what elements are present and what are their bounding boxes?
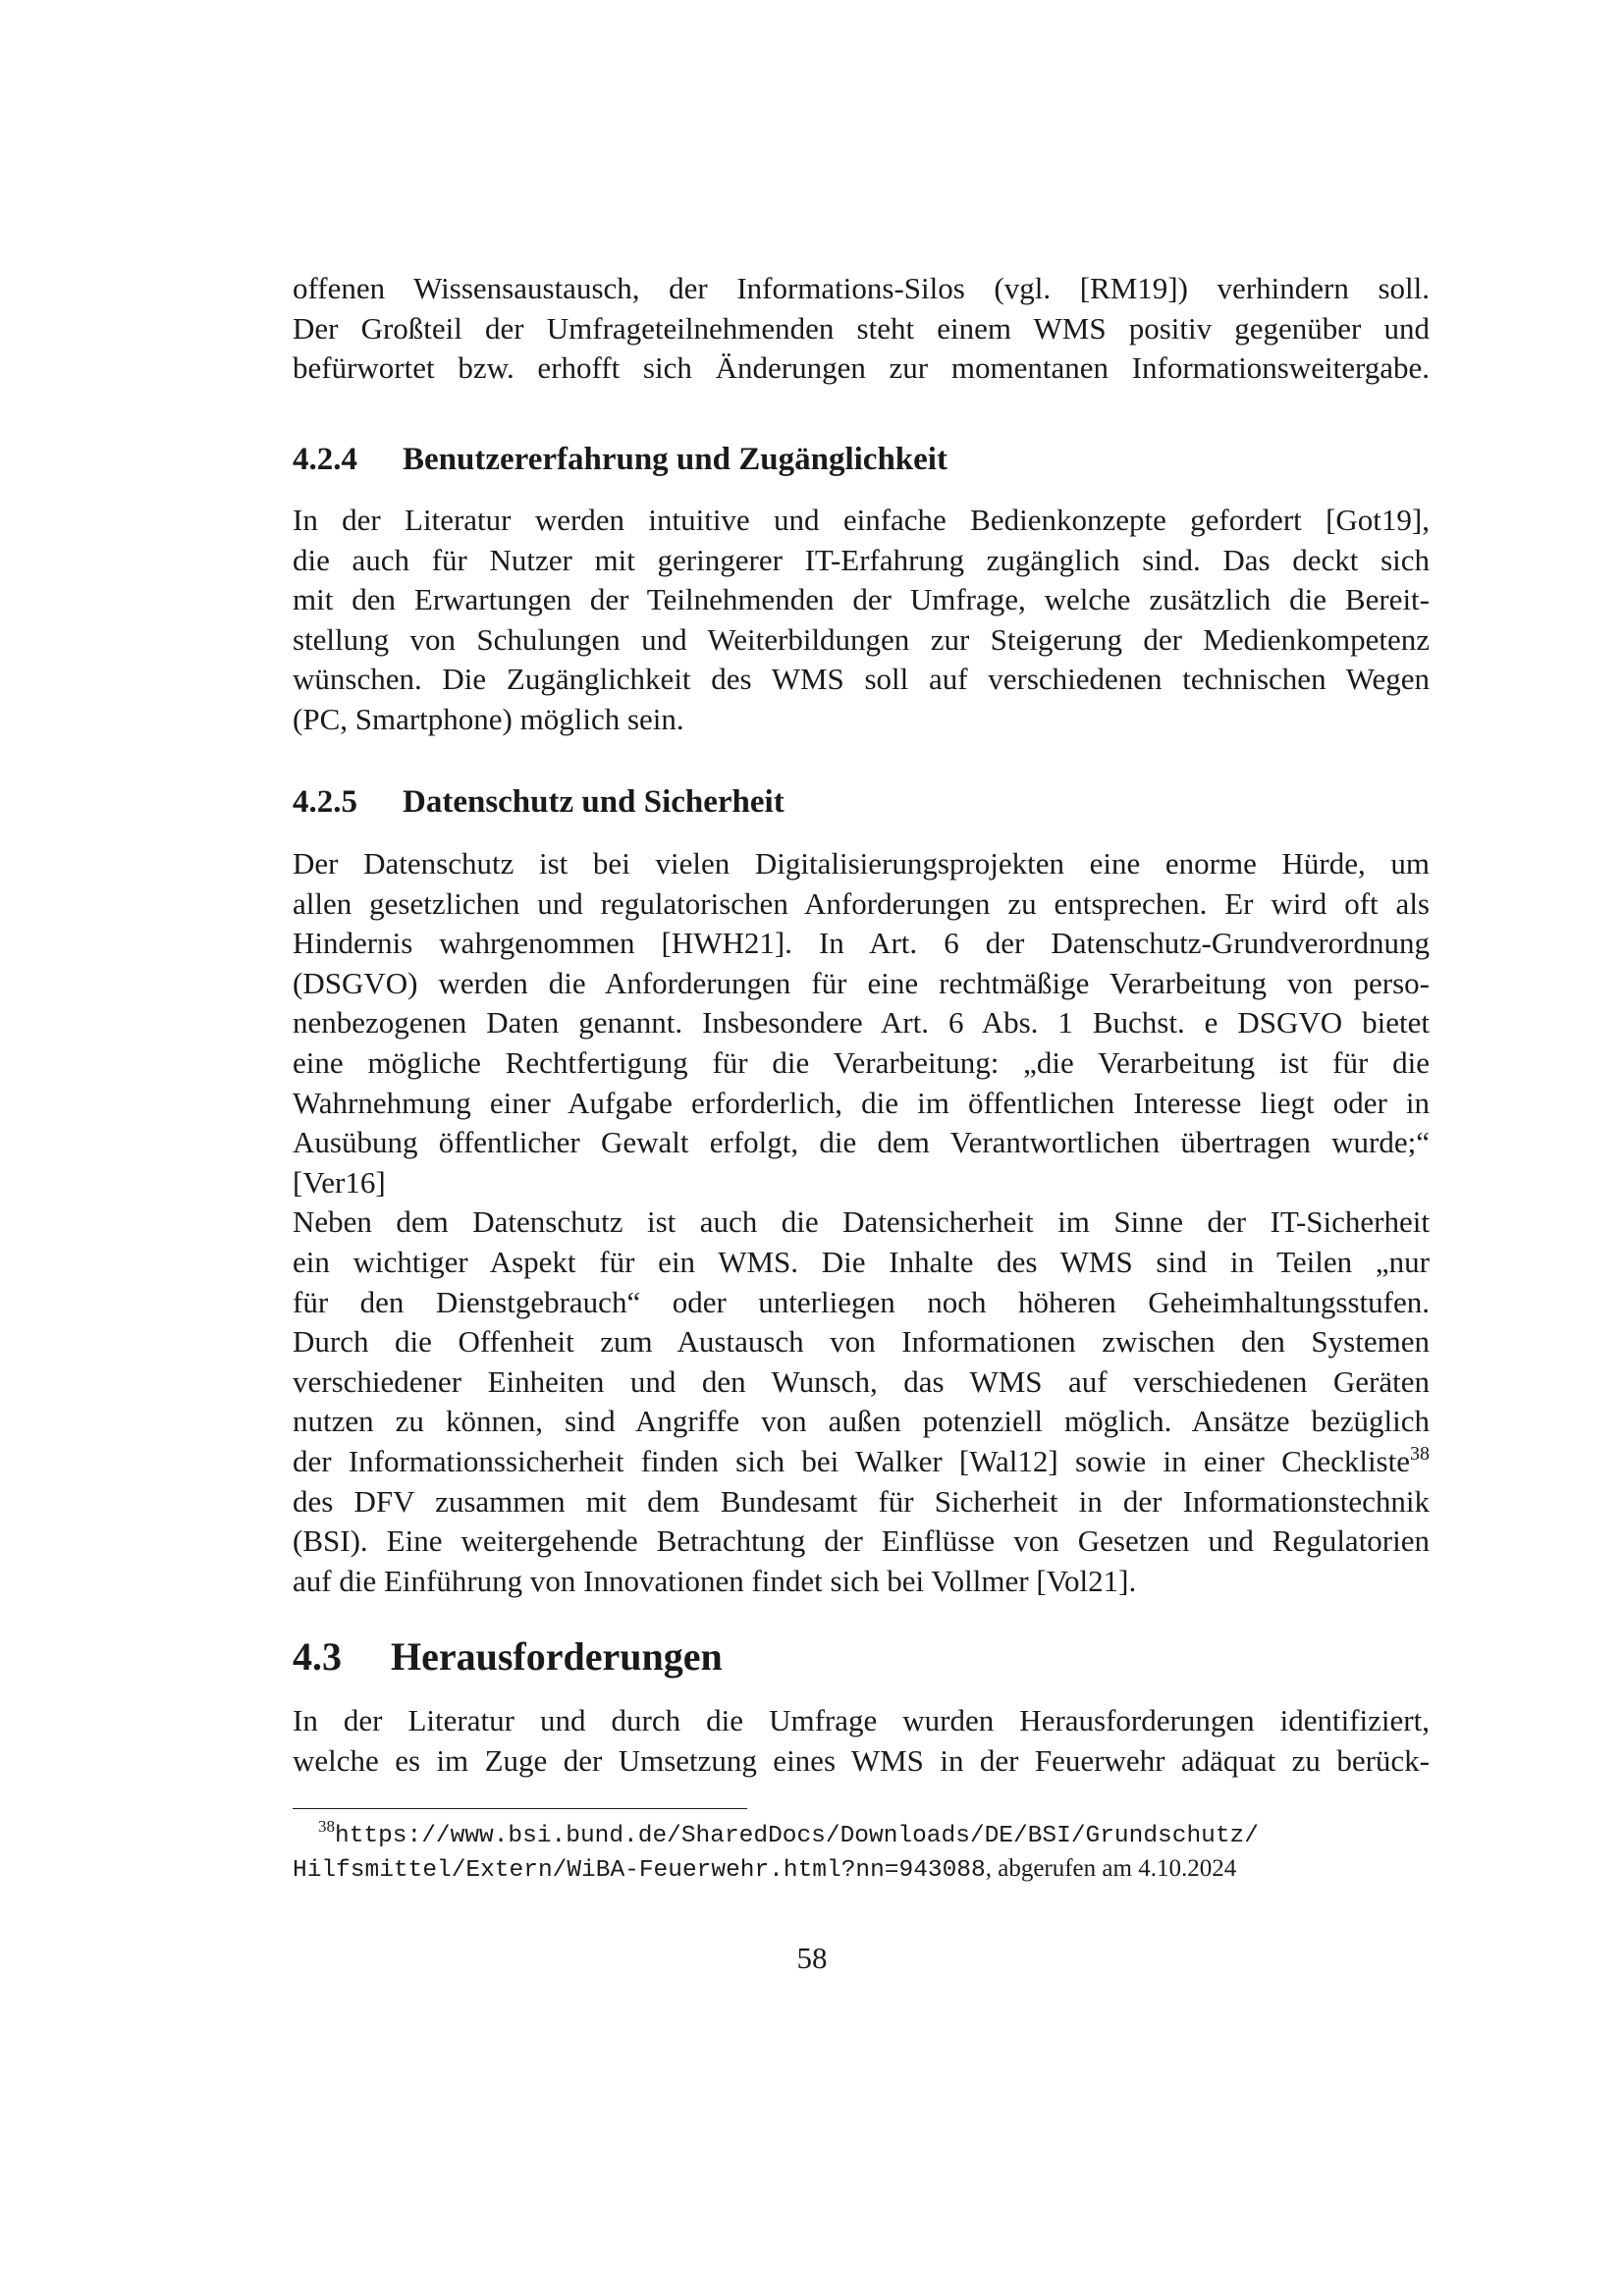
- section-title: Herausforderungen: [391, 1634, 723, 1679]
- text-line: für den Dienstgebrauch“ oder unterliegen noch höheren Geheimhaltungsstufen.: [293, 1284, 1430, 1319]
- text-line: Neben dem Datenschutz ist auch die Datensicherheit im Sinne der IT-Sicherheit: [293, 1204, 1430, 1240]
- paragraph-4-2-5: [293, 844, 1430, 1601]
- subsection-number: 4.2.4: [293, 442, 357, 477]
- subsection-heading-4-2-5: [293, 782, 785, 822]
- text-line: offenen Wissensaustausch, der Informations-Silos (vgl. [RM19]) verhindern soll.: [293, 271, 1430, 305]
- text-line: mit den Erwartungen der Teilnehmenden der Umfrage, welche zusätzlich die Bereit-: [293, 582, 1430, 617]
- subsection-title: Benutzererfahrung und Zugänglichkeit: [403, 442, 947, 477]
- text-line: allen gesetzlichen und regulatorischen Anforderungen zu entsprechen. Er wird oft als: [293, 885, 1430, 921]
- text-line: stellung von Schulungen und Weiterbildungen zur Steigerung der Medienkompetenz: [293, 621, 1430, 657]
- text-line: (DSGVO) werden die Anforderungen für eine rechtmäßige Verarbeitung von perso-: [293, 965, 1430, 1000]
- text-line: Der Großteil der Umfrageteilnehmenden steht einem WMS positiv gegenüber und: [293, 310, 1430, 346]
- text-line: Der Datenschutz ist bei vielen Digitalisierungsprojekten eine enorme Hürde, um: [293, 846, 1430, 881]
- paragraph-4-3: [293, 1701, 1430, 1781]
- text-line: befürwortet bzw. erhofft sich Änderungen zur momentanen Informationsweitergabe.: [293, 350, 1430, 386]
- text-fragment: der Informationssicherheit finden sich bei Walker [Wal12] sowie in einer Checkliste: [293, 1443, 1410, 1478]
- text-line: des DFV zusammen mit dem Bundesamt für Sicherheit in der Informationstechnik: [293, 1483, 1430, 1519]
- paragraph-4-2-4: [293, 501, 1430, 740]
- text-line: Wahrnehmung einer Aufgabe erforderlich, die im öffentlichen Interesse liegt oder in: [293, 1085, 1430, 1120]
- section-number: 4.3: [293, 1634, 342, 1679]
- footnote-divider: [293, 1808, 747, 1809]
- text-line: welche es im Zuge der Umsetzung eines WMS in der Feuerwehr adäquat zu berück-: [293, 1742, 1430, 1778]
- text-line: ein wichtiger Aspekt für ein WMS. Die Inhalte des WMS sind in Teilen „nur: [293, 1244, 1430, 1279]
- footnote-line-1: [293, 1818, 1430, 1852]
- text-line: In der Literatur werden intuitive und einfache Bedienkonzepte gefordert [Got19],: [293, 503, 1430, 537]
- section-heading-4-3: [293, 1633, 723, 1681]
- text-line: eine mögliche Rechtfertigung für die Verarbeitung: „die Verarbeitung ist für die: [293, 1044, 1430, 1080]
- footnote-reference[interactable]: 38: [1410, 1442, 1430, 1465]
- text-line-with-footnote: [293, 1442, 1430, 1482]
- intro-paragraph: [293, 269, 1430, 389]
- subsection-heading-4-2-4: [293, 440, 947, 479]
- footnote-url-part-2[interactable]: Hilfsmittel/Extern/WiBA-Feuerwehr.html?nn=943088: [293, 1857, 986, 1884]
- footnote-mark: 38: [318, 1817, 335, 1836]
- text-line: die auch für Nutzer mit geringerer IT-Erfahrung zugänglich sind. Das deckt sich: [293, 542, 1430, 577]
- text-line: In der Literatur und durch die Umfrage wurden Herausforderungen identifiziert,: [293, 1703, 1430, 1737]
- footnote-url-part-1[interactable]: https://www.bsi.bund.de/SharedDocs/Downloads/DE/BSI/Grundschutz/: [335, 1823, 1259, 1849]
- footnote: [293, 1818, 1430, 1887]
- text-line: wünschen. Die Zugänglichkeit des WMS soll auf verschiedenen technischen Wegen: [293, 662, 1430, 697]
- text-line: auf die Einführung von Innovationen findet sich bei Vollmer [Vol21].: [293, 1563, 1137, 1598]
- text-line: (BSI). Eine weitergehende Betrachtung der Einflüsse von Gesetzen und Regulatorien: [293, 1523, 1430, 1559]
- footnote-line-2: [293, 1852, 1430, 1887]
- subsection-number: 4.2.5: [293, 784, 357, 820]
- page-number: 58: [796, 1941, 828, 1975]
- text-line: Hindernis wahrgenommen [HWH21]. In Art. 6 der Datenschutz-Grundverordnung: [293, 926, 1430, 961]
- text-line: nenbezogenen Daten genannt. Insbesondere Art. 6 Abs. 1 Buchst. e DSGVO bietet: [293, 1005, 1430, 1041]
- text-line: Durch die Offenheit zum Austausch von Informationen zwischen den Systemen: [293, 1324, 1430, 1360]
- subsection-title: Datenschutz und Sicherheit: [403, 784, 785, 820]
- text-line: verschiedener Einheiten und den Wunsch, das WMS auf verschiedenen Geräten: [293, 1363, 1430, 1399]
- text-line: (PC, Smartphone) möglich sein.: [293, 701, 684, 736]
- text-line: nutzen zu können, sind Angriffe von außen potenziell möglich. Ansätze bezüglich: [293, 1404, 1430, 1439]
- footnote-access-date: , abgerufen am 4.10.2024: [985, 1855, 1237, 1882]
- text-line: [Ver16]: [293, 1164, 386, 1200]
- text-line: Ausübung öffentlicher Gewalt erfolgt, die dem Verantwortlichen übertragen wurde;“: [293, 1125, 1430, 1160]
